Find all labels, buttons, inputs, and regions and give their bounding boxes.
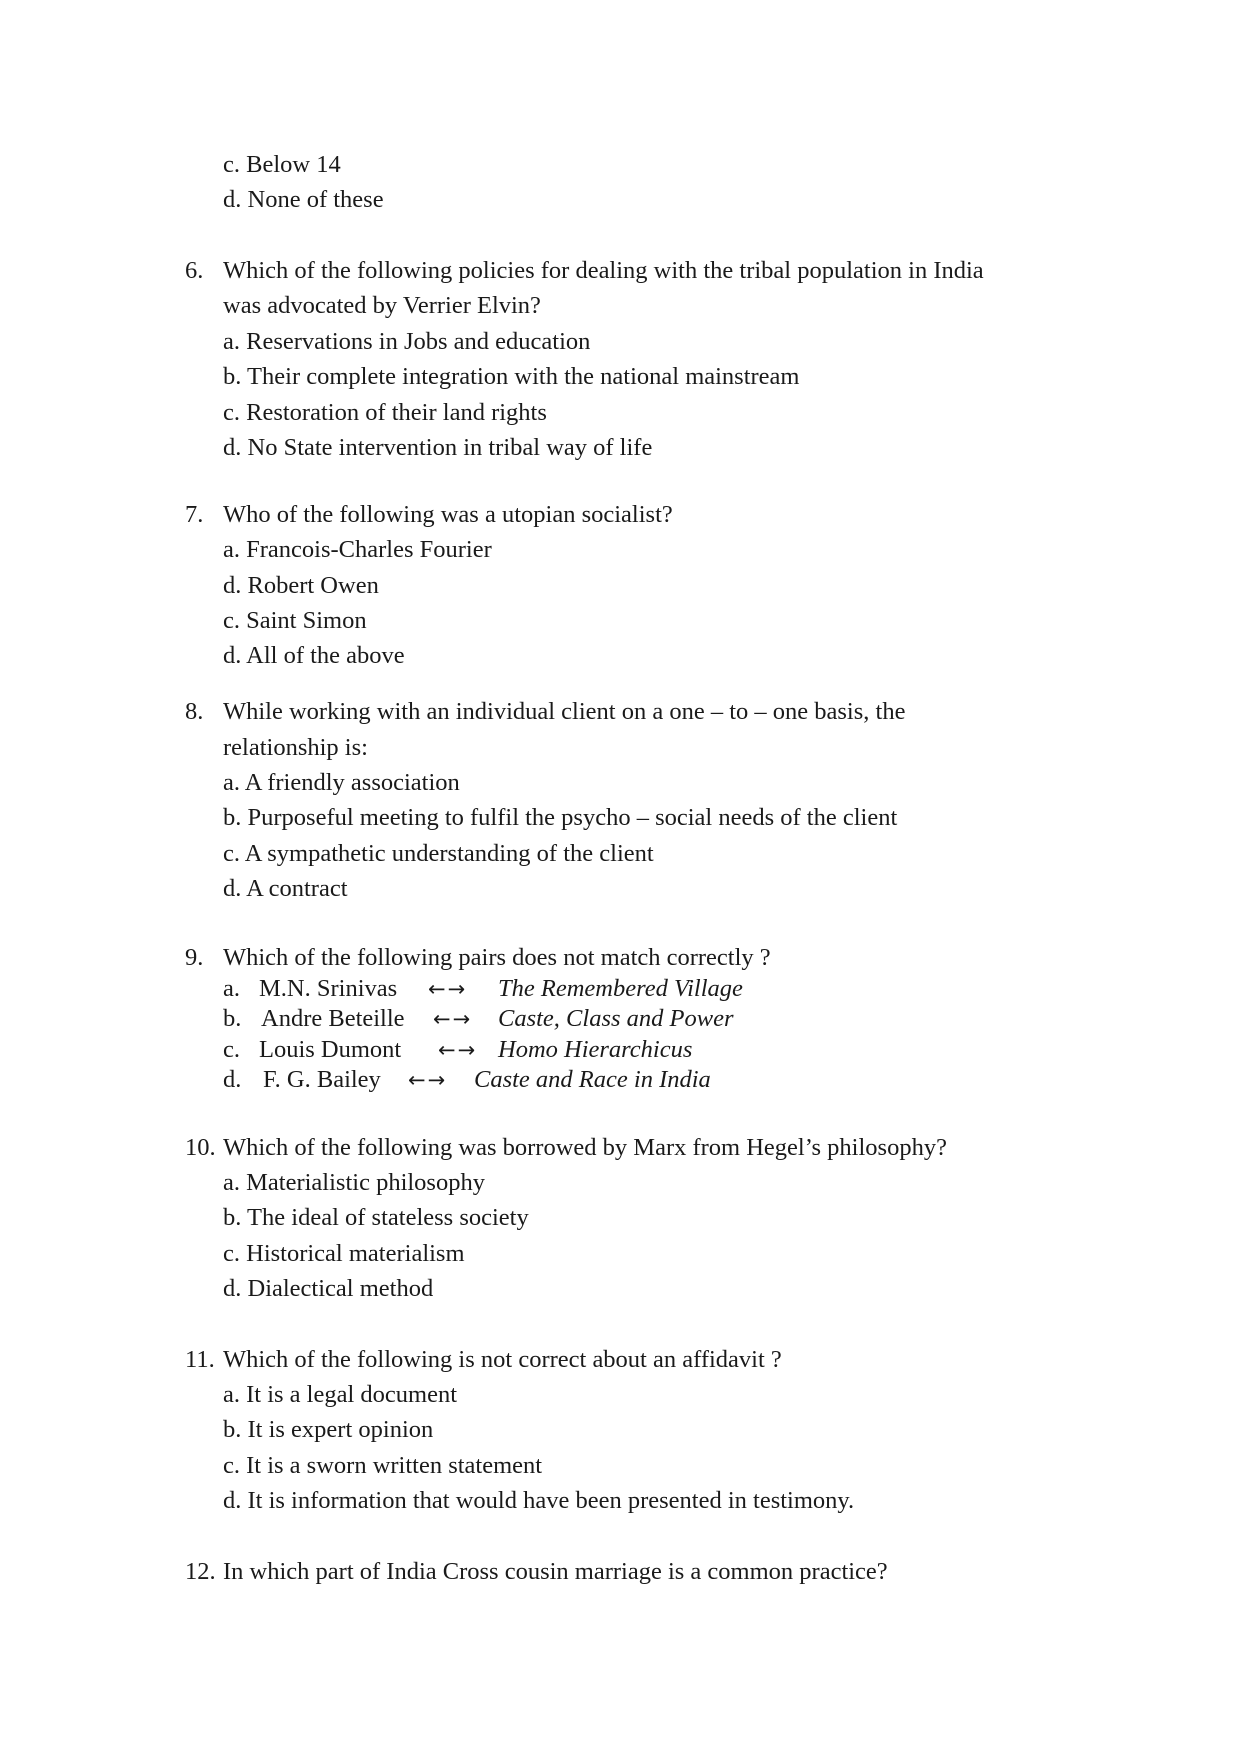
question-number: 7. [185,501,204,528]
matching-pair-row [223,974,783,1004]
option-text: a. A friendly association [223,769,460,796]
option-text: c. It is a sworn written statement [223,1452,543,1479]
double-arrow-icon: ←→ [428,977,468,1001]
option-text: d. None of these [223,186,384,213]
pair-author: Andre Beteille [261,1005,405,1032]
pair-author: F. G. Bailey [263,1066,381,1093]
option-text: a. Reservations in Jobs and education [223,328,591,355]
option-text: d. No State intervention in tribal way of life [223,434,653,461]
double-arrow-icon: ←→ [438,1038,478,1062]
double-arrow-icon: ←→ [433,1007,473,1031]
pair-letter: a. [223,975,240,1002]
option-text: d. Dialectical method [223,1275,434,1302]
question-number: 11. [185,1346,215,1373]
matching-pair-row [223,1035,783,1065]
pair-letter: b. [223,1005,242,1032]
question-text: relationship is: [223,734,368,761]
question-text: Who of the following was a utopian socialist? [223,501,673,528]
option-text: b. Purposeful meeting to fulfil the psycho – social needs of the client [223,804,898,831]
option-text: c. Restoration of their land rights [223,399,547,426]
option-text: b. Their complete integration with the national mainstream [223,363,800,390]
matching-pair-row [223,1004,783,1034]
option-text: b. It is expert opinion [223,1416,434,1443]
pair-author: M.N. Srinivas [259,975,398,1002]
option-text: c. Saint Simon [223,607,367,634]
question-text: While working with an individual client on a one – to – one basis, the [223,698,906,725]
question-number: 8. [185,698,204,725]
question-text: Which of the following was borrowed by Marx from Hegel’s philosophy? [223,1134,947,1161]
option-text: d. A contract [223,875,348,902]
option-text: a. Francois-Charles Fourier [223,536,492,563]
pair-work: Caste, Class and Power [498,1005,734,1032]
question-text: Which of the following is not correct about an affidavit ? [223,1346,782,1373]
question-text: Which of the following policies for dealing with the tribal population in India [223,257,984,284]
option-text: a. Materialistic philosophy [223,1169,485,1196]
question-text: was advocated by Verrier Elvin? [223,292,541,319]
question-text: Which of the following pairs does not match correctly ? [223,944,771,971]
option-text: c. Historical materialism [223,1240,465,1267]
pair-work: Caste and Race in India [474,1066,711,1093]
option-text: d. All of the above [223,642,405,669]
option-text: b. The ideal of stateless society [223,1204,529,1231]
option-text: a. It is a legal document [223,1381,458,1408]
pair-letter: d. [223,1066,242,1093]
option-text: c. Below 14 [223,151,341,178]
question-text: In which part of India Cross cousin marriage is a common practice? [223,1558,888,1585]
pair-work: The Remembered Village [498,975,743,1002]
question-number: 10. [185,1134,216,1161]
option-text: c. A sympathetic understanding of the client [223,840,654,867]
pair-work: Homo Hierarchicus [498,1036,693,1063]
pair-letter: c. [223,1036,240,1063]
question-number: 6. [185,257,204,284]
question-number: 9. [185,944,204,971]
option-text: d. It is information that would have been presented in testimony. [223,1487,855,1514]
matching-pair-row [223,1065,783,1095]
option-text: d. Robert Owen [223,572,379,599]
double-arrow-icon: ←→ [408,1068,448,1092]
pair-author: Louis Dumont [259,1036,402,1063]
question-number: 12. [185,1558,216,1585]
